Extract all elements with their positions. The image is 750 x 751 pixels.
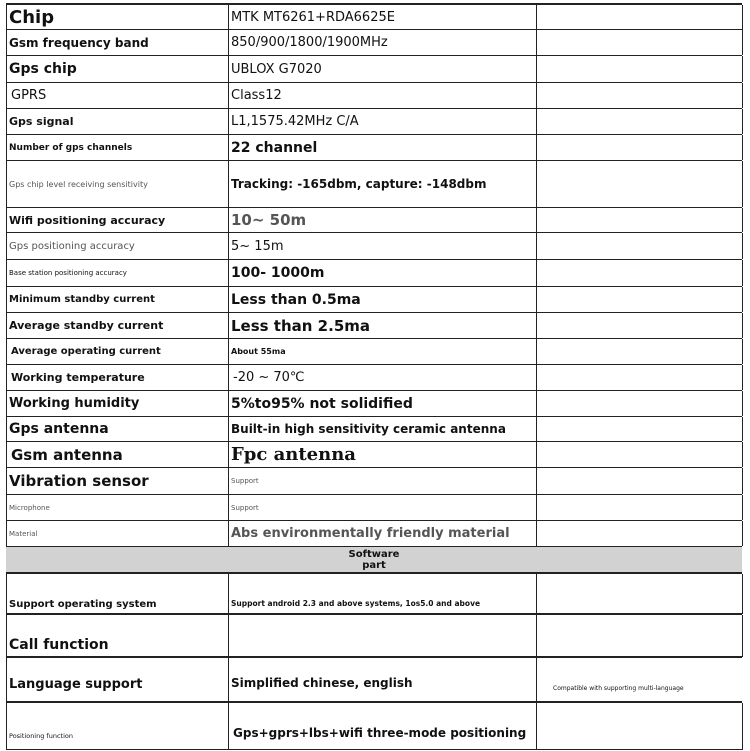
spec-label: Minimum standby current <box>6 287 230 312</box>
spec-row <box>6 55 742 82</box>
spec-label: Average standby current <box>6 313 230 338</box>
spec-label: Gps antenna <box>6 417 230 441</box>
spec-empty <box>536 391 743 416</box>
spec-row <box>6 134 742 160</box>
spec-label: Chip <box>6 5 230 30</box>
spec-empty <box>536 365 743 390</box>
spec-empty <box>536 521 743 546</box>
spec-value: 22 channel <box>228 135 537 160</box>
spec-value: -20 ~ 70℃ <box>228 365 537 390</box>
spec-empty <box>536 208 743 232</box>
spec-row <box>6 207 742 232</box>
spec-label: Gps chip level receiving sensitivity <box>6 161 230 207</box>
spec-empty <box>536 56 743 82</box>
spec-label: Base station positioning accuracy <box>6 260 230 286</box>
spec-empty <box>536 83 743 108</box>
spec-empty <box>536 468 743 494</box>
spec-label: Wifi positioning accuracy <box>6 208 230 232</box>
spec-row <box>6 364 742 390</box>
spec-empty <box>536 30 743 55</box>
spec-row <box>6 3 742 30</box>
spec-row <box>6 467 742 494</box>
spec-label: Support operating system <box>6 574 230 614</box>
spec-value: Fpc antenna <box>228 442 537 467</box>
spec-row <box>6 520 742 546</box>
spec-value: Simplified chinese, english <box>228 658 537 702</box>
spec-label: Average operating current <box>6 339 230 364</box>
spec-label: Material <box>6 521 230 546</box>
spec-row <box>6 613 742 657</box>
spec-label: Positioning function <box>6 703 230 750</box>
spec-value: 5~ 15m <box>228 233 537 259</box>
spec-value: 850/900/1800/1900MHz <box>228 30 537 55</box>
spec-value: Support <box>228 468 537 494</box>
spec-label: GPRS <box>6 83 230 108</box>
spec-empty <box>536 5 743 30</box>
spec-label: Gps positioning accuracy <box>6 233 230 259</box>
spec-empty <box>536 135 743 160</box>
spec-row <box>6 338 742 364</box>
spec-empty <box>536 442 743 467</box>
spec-note <box>536 615 743 657</box>
spec-value: About 55ma <box>228 339 537 364</box>
spec-row <box>6 286 742 312</box>
spec-value: Less than 0.5ma <box>228 287 537 312</box>
spec-value: Support android 2.3 and above systems, 1os5.0 and above <box>228 574 537 614</box>
spec-value: 10~ 50m <box>228 208 537 232</box>
spec-row <box>6 656 742 702</box>
section-header-software: Software part <box>6 546 742 572</box>
spec-label: Number of gps channels <box>6 135 230 160</box>
spec-value: MTK MT6261+RDA6625E <box>228 5 537 30</box>
spec-row <box>6 701 742 750</box>
table-bottom-border <box>6 749 742 750</box>
spec-value: Abs environmentally friendly material <box>228 521 537 546</box>
spec-value: UBLOX G7020 <box>228 56 537 82</box>
spec-label: Vibration sensor <box>6 468 230 494</box>
spec-value: Gps+gprs+lbs+wifi three-mode positioning <box>228 703 537 750</box>
spec-row <box>6 232 742 259</box>
spec-value: L1,1575.42MHz C/A <box>228 109 537 134</box>
spec-row <box>6 82 742 108</box>
spec-label: Gps chip <box>6 56 230 82</box>
spec-row <box>6 494 742 520</box>
spec-label: Working humidity <box>6 391 230 416</box>
spec-label: Microphone <box>6 495 230 520</box>
spec-value: Class12 <box>228 83 537 108</box>
spec-label: Gsm frequency band <box>6 30 230 55</box>
spec-value: 5%to95% not solidified <box>228 391 537 416</box>
spec-value: Less than 2.5ma <box>228 313 537 338</box>
spec-note <box>536 574 743 614</box>
spec-empty <box>536 339 743 364</box>
spec-note: Compatible with supporting multi-language <box>536 658 750 702</box>
spec-value: Built-in high sensitivity ceramic antenna <box>228 417 537 441</box>
spec-empty <box>536 495 743 520</box>
spec-row <box>6 259 742 286</box>
spec-row <box>6 29 742 55</box>
spec-row <box>6 572 742 614</box>
spec-value: 100- 1000m <box>228 260 537 286</box>
spec-row <box>6 108 742 134</box>
spec-row <box>6 390 742 416</box>
spec-label: Call function <box>6 615 230 657</box>
spec-empty <box>536 417 743 441</box>
spec-value <box>228 615 537 657</box>
spec-value: Support <box>228 495 537 520</box>
spec-empty <box>536 287 743 312</box>
spec-row <box>6 416 742 441</box>
spec-label: Working temperature <box>6 365 230 390</box>
spec-empty <box>536 109 743 134</box>
spec-empty <box>536 233 743 259</box>
spec-row <box>6 441 742 467</box>
spec-empty <box>536 260 743 286</box>
spec-empty <box>536 161 743 207</box>
spec-label: Gps signal <box>6 109 230 134</box>
spec-value: Tracking: -165dbm, capture: -148dbm <box>228 161 537 207</box>
spec-row <box>6 312 742 338</box>
spec-label: Gsm antenna <box>6 442 230 467</box>
spec-row <box>6 160 742 207</box>
spec-empty <box>536 313 743 338</box>
spec-note <box>536 703 743 750</box>
spec-label: Language support <box>6 658 230 702</box>
